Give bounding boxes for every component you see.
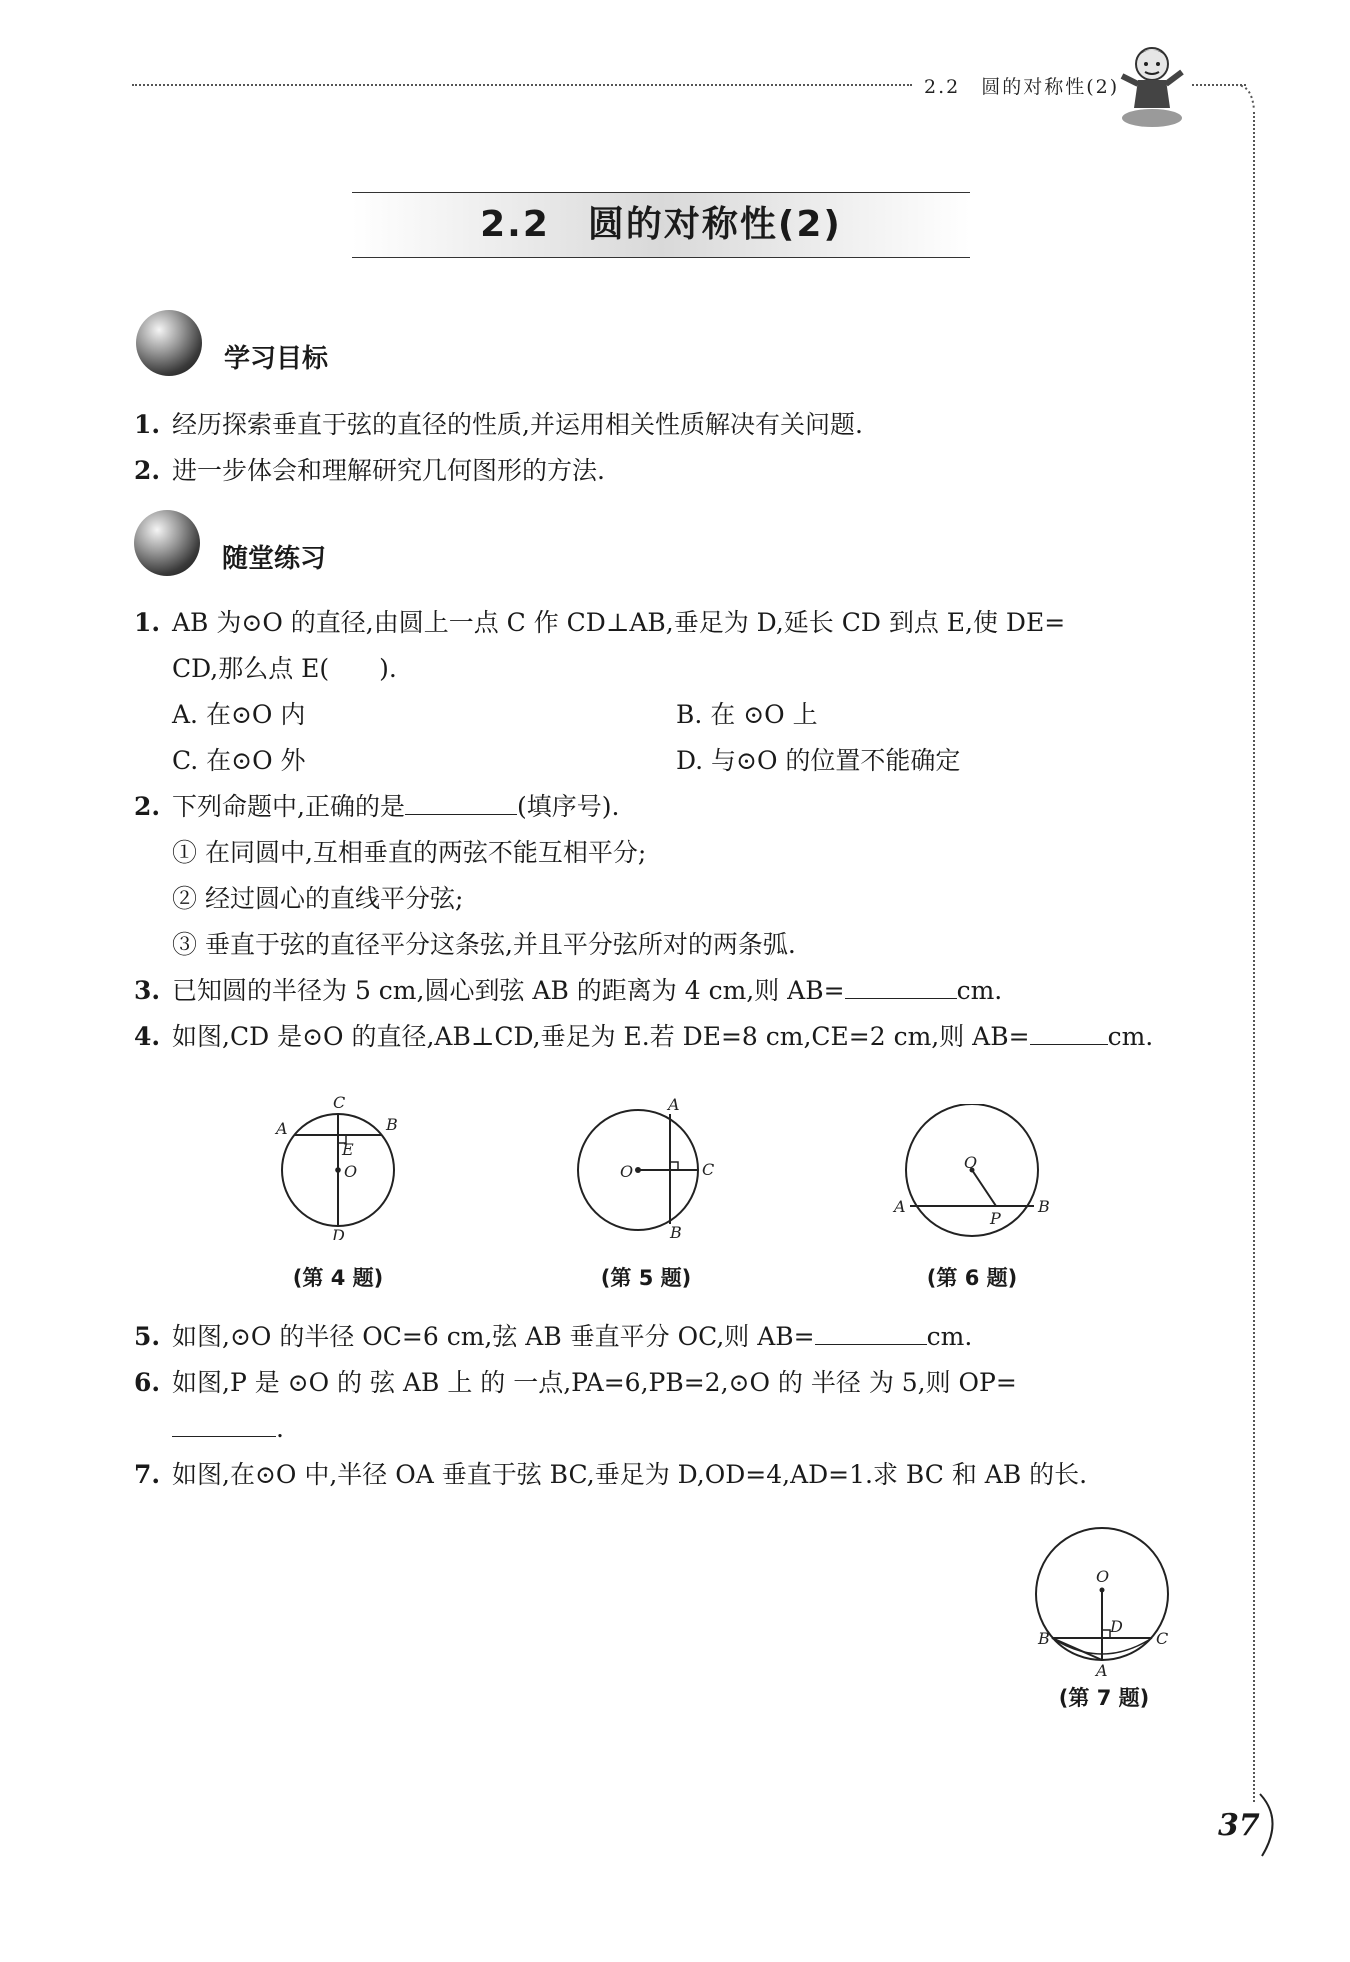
figure-4 (266, 1090, 416, 1240)
question-number: 5. (134, 1322, 161, 1351)
label-o: O (964, 1153, 978, 1172)
center-dot (1100, 1588, 1105, 1593)
question-text-end: (填序号). (516, 792, 620, 821)
caption-fig4: (第 4 题) (292, 1266, 384, 1290)
label-e: E (342, 1140, 354, 1159)
question-number: 3. (134, 976, 161, 1005)
chord-ab (1052, 1638, 1102, 1660)
option-a: A. 在⊙O 内 (172, 700, 306, 729)
question-number: 4. (134, 1022, 161, 1051)
option-d: D. 与⊙O 的位置不能确定 (676, 746, 961, 775)
question-6 (134, 1366, 1017, 1400)
answer-blank[interactable] (845, 974, 957, 999)
answer-blank[interactable] (172, 1412, 276, 1437)
statement-1: ① 在同圆中,互相垂直的两弦不能互相平分; (172, 838, 647, 867)
running-title: 2.2 圆的对称性(2) (924, 76, 1120, 98)
question-3 (134, 974, 1002, 1008)
page-title: 2.2 圆的对称性(2) (480, 204, 842, 245)
unit-text: cm. (956, 976, 1003, 1005)
unit-text: cm. (926, 1322, 973, 1351)
figure-5 (572, 1094, 732, 1244)
label-b: B (670, 1223, 682, 1242)
statement-2: ② 经过圆心的直线平分弦; (172, 884, 464, 913)
section-heading-practice: 随堂练习 (222, 544, 327, 574)
question-4 (134, 1020, 1153, 1054)
page-number-bracket (1258, 1790, 1288, 1860)
label-o: O (344, 1162, 358, 1181)
question-number: 1. (134, 608, 161, 637)
label-p: P (990, 1209, 1001, 1228)
label-a: A (276, 1119, 288, 1138)
goal-item-1 (134, 408, 863, 442)
unit-text: cm. (1107, 1022, 1154, 1051)
option-b: B. 在 ⊙O 上 (676, 700, 818, 729)
question-5 (134, 1320, 972, 1354)
label-c: C (333, 1093, 346, 1112)
answer-blank[interactable] (405, 790, 517, 815)
label-d: D (1110, 1617, 1123, 1636)
question-text: 下列命题中,正确的是 (172, 792, 405, 821)
right-margin-rule (1253, 112, 1255, 1802)
section-heading-goals: 学习目标 (224, 344, 329, 374)
question-text-end: . (276, 1414, 284, 1443)
label-b: B (1038, 1197, 1050, 1216)
segment-op (972, 1170, 996, 1206)
right-angle-mark (1102, 1630, 1110, 1638)
item-number: 2. (134, 456, 161, 485)
label-b: B (1038, 1629, 1050, 1648)
question-text: 如图,CD 是⊙O 的直径,AB⊥CD,垂足为 E.若 DE=8 cm,CE=2 cm,则 AB= (172, 1022, 1030, 1051)
page-number: 37 (1218, 1808, 1260, 1843)
mascot-icon (1118, 42, 1188, 130)
item-number: 1. (134, 410, 161, 439)
question-1-cont: CD,那么点 E( ). (172, 654, 397, 683)
question-text: AB 为⊙O 的直径,由圆上一点 C 作 CD⊥AB,垂足为 D,延长 CD 到点 E,使 DE= (172, 608, 1066, 637)
goal-text: 经历探索垂直于弦的直径的性质,并运用相关性质解决有关问题. (172, 410, 863, 439)
label-a: A (1096, 1661, 1108, 1680)
right-angle-mark (670, 1162, 678, 1170)
label-c: C (1156, 1629, 1169, 1648)
figure-7 (1030, 1520, 1180, 1680)
question-6-cont (172, 1412, 284, 1446)
answer-blank[interactable] (1030, 1020, 1108, 1045)
statement-3: ③ 垂直于弦的直径平分这条弦,并且平分弦所对的两条弧. (172, 930, 796, 959)
label-d: D (332, 1226, 345, 1240)
label-a: A (668, 1095, 680, 1114)
center-dot (635, 1167, 641, 1173)
label-c: C (702, 1160, 715, 1179)
question-text: 如图,⊙O 的半径 OC=6 cm,弦 AB 垂直平分 OC,则 AB= (172, 1322, 815, 1351)
caption-fig5: (第 5 题) (600, 1266, 692, 1290)
title-banner (352, 192, 970, 258)
question-7 (134, 1458, 1087, 1492)
question-text: 已知圆的半径为 5 cm,圆心到弦 AB 的距离为 4 cm,则 AB= (172, 976, 845, 1005)
caption-fig6: (第 6 题) (926, 1266, 1018, 1290)
answer-blank[interactable] (815, 1320, 927, 1345)
label-o: O (620, 1162, 634, 1181)
question-number: 2. (134, 792, 161, 821)
question-text: 如图,P 是 ⊙O 的 弦 AB 上 的 一点,PA=6,PB=2,⊙O 的 半径 为 5,则 OP= (172, 1368, 1017, 1397)
goal-item-2 (134, 454, 605, 488)
question-1 (134, 606, 1065, 640)
globe-icon (134, 510, 200, 576)
question-number: 6. (134, 1368, 161, 1397)
question-number: 7. (134, 1460, 161, 1489)
caption-fig7: (第 7 题) (1058, 1686, 1150, 1710)
goal-text: 进一步体会和理解研究几何图形的方法. (172, 456, 605, 485)
label-b: B (386, 1115, 398, 1134)
question-2 (134, 790, 619, 824)
sphere-icon (136, 310, 202, 376)
label-o: O (1096, 1567, 1110, 1586)
page-corner-curve (1236, 84, 1260, 114)
option-c: C. 在⊙O 外 (172, 746, 306, 775)
question-text: 如图,在⊙O 中,半径 OA 垂直于弦 BC,垂足为 D,OD=4,AD=1.求 BC 和 AB 的长. (172, 1460, 1088, 1489)
label-a: A (894, 1197, 906, 1216)
header-rule (132, 84, 912, 86)
center-dot (335, 1167, 341, 1173)
figure-6 (892, 1104, 1062, 1244)
